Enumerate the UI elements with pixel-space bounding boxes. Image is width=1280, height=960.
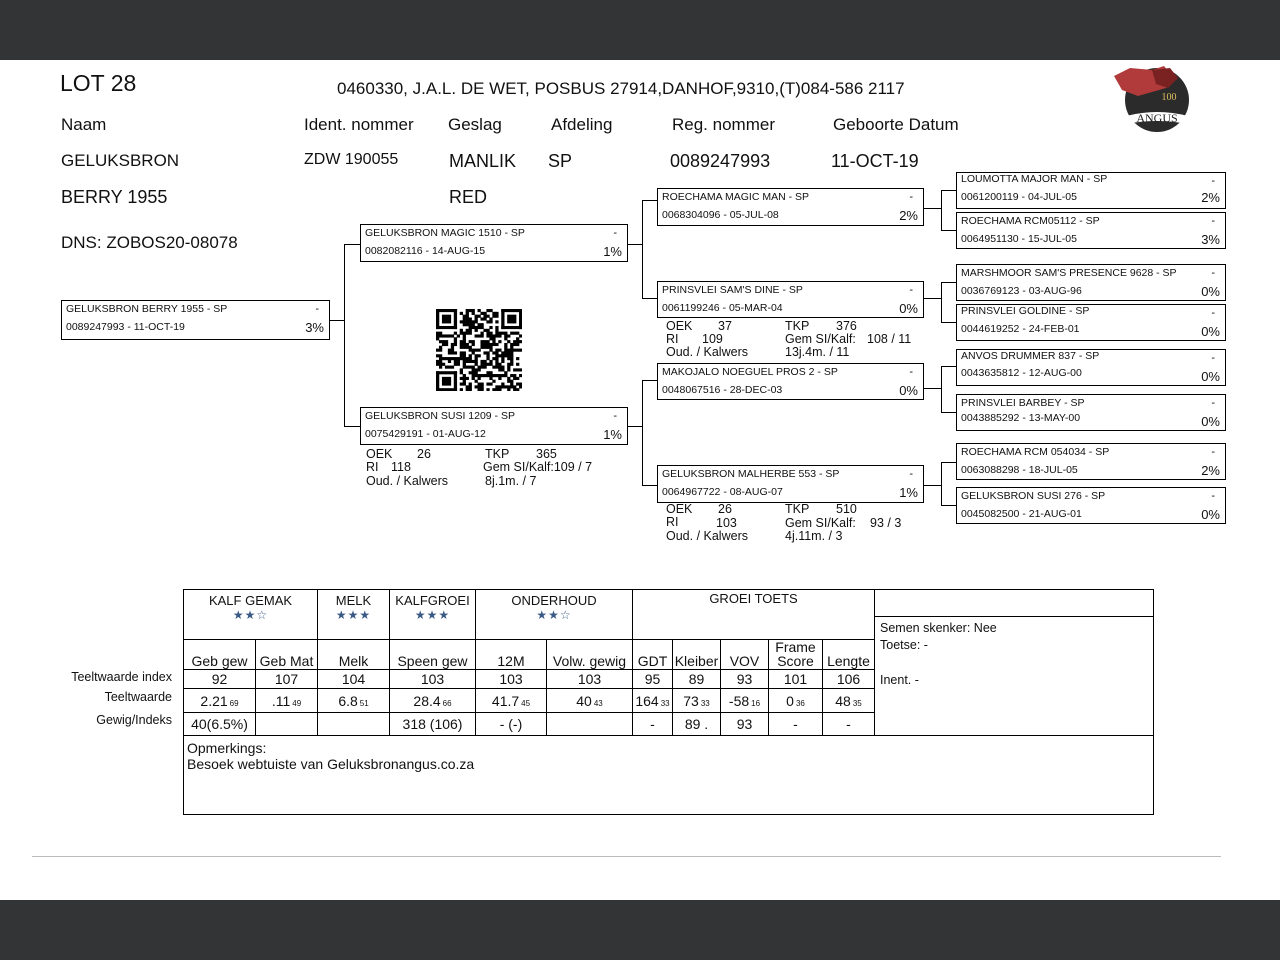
dd-tkp-label: TKP xyxy=(785,502,810,516)
connector xyxy=(941,230,956,231)
pedigree-name: GELUKSBRON MAGIC 1510 - SP xyxy=(365,227,525,239)
pedigree-dash: - xyxy=(909,366,913,378)
gewig-value: - (-) xyxy=(476,713,547,736)
header-reg: Reg. nommer xyxy=(672,115,775,134)
row-label-teeltwaarde: Teeltwaarde xyxy=(104,690,172,704)
pedigree-reg: 0063088298 - 18-JUL-05 xyxy=(961,464,1078,476)
connector xyxy=(941,462,942,506)
side-info xyxy=(875,617,1154,736)
ebv-value: 2.21 xyxy=(200,692,228,709)
remarks xyxy=(184,736,1154,815)
ebv-accuracy: 36 xyxy=(795,698,805,708)
pedigree-pct: 0% xyxy=(1201,414,1220,429)
column-header: VOV xyxy=(721,640,769,670)
pedigree-reg: 0064951130 - 15-JUL-05 xyxy=(961,233,1077,245)
gewig-value: 89 . xyxy=(673,713,721,736)
pedigree-pct: 1% xyxy=(899,485,918,500)
ebv-cell xyxy=(769,689,823,713)
connector xyxy=(642,380,657,381)
animal-ident: ZDW 190055 xyxy=(304,151,399,168)
connector xyxy=(330,320,345,321)
pedigree-gg-3 xyxy=(956,264,1226,301)
pedigree-sire xyxy=(360,224,628,262)
pedigree-pct: 3% xyxy=(305,320,324,335)
animal-name-1: GELUKSBRON xyxy=(61,151,180,170)
animal-sex: MANLIK xyxy=(449,151,517,171)
column-header: Frame Score xyxy=(769,640,823,670)
pedigree-dash: - xyxy=(909,191,913,203)
group-label: KALFGROEI xyxy=(395,593,470,608)
dd-oek-label: OEK xyxy=(666,502,693,516)
ebv-accuracy: 33 xyxy=(700,698,710,708)
connector xyxy=(628,426,643,427)
pedigree-dam xyxy=(360,407,628,445)
pedigree-dash: - xyxy=(1211,397,1215,409)
pedigree-gg-1 xyxy=(956,172,1226,209)
ebv-value: 73 xyxy=(683,692,699,709)
ebv-cell xyxy=(673,689,721,713)
connector xyxy=(941,462,956,463)
dd-oud-label: Oud. / Kalwers xyxy=(666,529,748,543)
dam-oud-value: 8j.1m. / 7 xyxy=(485,474,537,488)
pedigree-dash: - xyxy=(1211,307,1215,319)
ebv-accuracy: 51 xyxy=(359,698,369,708)
group-label: MELK xyxy=(335,593,372,608)
gewig-value: - xyxy=(769,713,823,736)
pedigree-gg-2 xyxy=(956,212,1226,249)
pedigree-pct: 1% xyxy=(603,244,622,259)
ebv-value: .11 xyxy=(271,692,291,709)
sd-oek-value: 37 xyxy=(718,319,732,333)
connector xyxy=(344,244,345,427)
pedigree-dam-dam xyxy=(657,465,924,503)
connector xyxy=(924,388,942,389)
pedigree-reg: 0043885292 - 13-MAY-00 xyxy=(961,412,1081,424)
dns-code: DNS: ZOBOS20-08078 xyxy=(61,233,238,252)
column-header: Melk xyxy=(318,640,390,670)
star-rating: ★★★ xyxy=(335,608,372,622)
animal-name-2: BERRY 1955 xyxy=(61,187,168,207)
group-groei-toets: GROEI TOETS xyxy=(633,590,875,640)
svg-text:ANGUS: ANGUS xyxy=(1136,111,1178,125)
pedigree-dash: - xyxy=(1211,175,1215,187)
tests: Toetse: - xyxy=(880,638,928,652)
divider xyxy=(32,856,1221,857)
pedigree-dash: - xyxy=(315,303,319,315)
dam-tkp-value: 365 xyxy=(536,447,557,461)
ebv-value: 6.8 xyxy=(338,692,358,709)
pedigree-dash: - xyxy=(613,227,617,239)
animal-colour: RED xyxy=(449,187,488,207)
pedigree-sire-sire xyxy=(657,188,924,226)
sd-gem-label: Gem SI/Kalf: xyxy=(785,332,856,346)
connector xyxy=(941,412,956,413)
connector xyxy=(941,282,956,283)
column-header: Speen gew xyxy=(390,640,476,670)
index-value: 104 xyxy=(318,670,390,689)
connector xyxy=(344,244,360,245)
pedigree-reg: 0064967722 - 08-AUG-07 xyxy=(662,486,783,498)
column-header: Geb Mat xyxy=(256,640,318,670)
dd-gem-label: Gem SI/Kalf: xyxy=(785,516,856,530)
gewig-value xyxy=(318,713,390,736)
pedigree-dash: - xyxy=(1211,352,1215,364)
pedigree-reg: 0048067516 - 28-DEC-03 xyxy=(662,384,783,396)
pedigree-pct: 2% xyxy=(1201,463,1220,478)
index-value: 95 xyxy=(633,670,673,689)
connector xyxy=(941,322,956,323)
column-header: Geb gew xyxy=(184,640,256,670)
gewig-value: - xyxy=(823,713,875,736)
pedigree-gg-6 xyxy=(956,394,1226,431)
ebv-accuracy: 33 xyxy=(660,698,670,708)
connector xyxy=(941,366,956,367)
dd-ri-label: RI xyxy=(666,515,679,529)
pedigree-dash: - xyxy=(1211,490,1215,502)
pedigree-pct: 1% xyxy=(603,427,622,442)
lot-number: LOT 28 xyxy=(60,70,137,96)
pedigree-name: GELUKSBRON MALHERBE 553 - SP xyxy=(662,468,840,480)
dam-oud-label: Oud. / Kalwers xyxy=(366,474,448,488)
ebv-value: 41.7 xyxy=(491,692,520,709)
pedigree-dash: - xyxy=(1211,267,1215,279)
ebv-accuracy: 43 xyxy=(593,698,603,708)
semen-donor: Semen skenker: Nee xyxy=(880,621,997,635)
pedigree-reg: 0043635812 - 12-AUG-00 xyxy=(961,367,1082,379)
dam-oek-label: OEK xyxy=(366,447,393,461)
pedigree-reg: 0061200119 - 04-JUL-05 xyxy=(961,191,1077,203)
sd-tkp-value: 376 xyxy=(836,319,857,333)
sd-oud-value: 13j.4m. / 11 xyxy=(785,345,850,359)
column-header: 12M xyxy=(476,640,547,670)
dam-oek-value: 26 xyxy=(417,447,431,461)
ebv-accuracy: 45 xyxy=(521,698,531,708)
pedigree-pct: 0% xyxy=(1201,369,1220,384)
index-value: 103 xyxy=(476,670,547,689)
ebv-value: 0 xyxy=(786,692,794,709)
pedigree-reg: 0061199246 - 05-MAR-04 xyxy=(662,302,783,314)
pedigree-name: PRINSVLEI GOLDINE - SP xyxy=(961,305,1090,317)
ebv-value: -58 xyxy=(728,692,750,709)
owner-line: 0460330, J.A.L. DE WET, POSBUS 27914,DANHOF,9310,(T)084-586 2117 xyxy=(337,79,905,98)
pedigree-name: GELUKSBRON BERRY 1955 - SP xyxy=(66,303,228,315)
index-value: 106 xyxy=(823,670,875,689)
connector xyxy=(628,244,643,245)
ebv-accuracy: 35 xyxy=(852,698,862,708)
qr-code xyxy=(436,309,522,391)
sd-oek-label: OEK xyxy=(666,319,693,333)
row-label-gewig: Gewig/Indeks xyxy=(96,713,172,727)
angus-logo xyxy=(1112,62,1194,132)
pedigree-sire-dam xyxy=(657,281,924,318)
header-geslag: Geslag xyxy=(448,115,502,134)
sd-gem-value: 108 / 11 xyxy=(867,332,912,346)
ebv-value: 164 xyxy=(635,692,659,709)
header-naam: Naam xyxy=(61,115,107,134)
header-ident: Ident. nommer xyxy=(304,115,414,134)
gewig-value: 93 xyxy=(721,713,769,736)
gewig-value: 40(6.5%) xyxy=(184,713,256,736)
ebv-cell xyxy=(256,689,318,713)
ebv-accuracy: 49 xyxy=(292,698,302,708)
connector xyxy=(642,380,643,486)
dd-oek-value: 26 xyxy=(718,502,732,516)
connector xyxy=(941,282,942,323)
connector xyxy=(642,200,657,201)
connector xyxy=(344,426,360,427)
pedigree-pct: 0% xyxy=(899,383,918,398)
dam-gem: Gem SI/Kalf:109 / 7 xyxy=(483,460,593,474)
index-value: 103 xyxy=(390,670,476,689)
pedigree-name: ROECHAMA RCM 054034 - SP xyxy=(961,446,1110,458)
gewig-value xyxy=(256,713,318,736)
connector xyxy=(941,190,942,231)
sd-ri-label: RI xyxy=(666,332,679,346)
star-rating: ★★☆ xyxy=(536,608,572,622)
pedigree-name: GELUKSBRON SUSI 1209 - SP xyxy=(365,410,515,422)
pedigree-pct: 2% xyxy=(1201,190,1220,205)
pedigree-name: PRINSVLEI BARBEY - SP xyxy=(961,397,1085,409)
pedigree-gg-4 xyxy=(956,304,1226,341)
group-kalfgroei xyxy=(390,590,476,640)
top-bar xyxy=(0,0,1280,60)
animal-afdeling: SP xyxy=(548,151,573,171)
column-header: Volw. gewig xyxy=(547,640,633,670)
connector xyxy=(642,485,657,486)
bottom-bar xyxy=(0,900,1280,960)
connector xyxy=(642,298,657,299)
pedigree-dash: - xyxy=(1211,215,1215,227)
animal-dob: 11-OCT-19 xyxy=(831,151,919,171)
connector xyxy=(924,208,942,209)
inoculation: Inent. - xyxy=(880,673,919,687)
dam-ri-label: RI xyxy=(366,460,379,474)
pedigree-gg-7 xyxy=(956,443,1226,480)
svg-text:100: 100 xyxy=(1161,92,1177,103)
pedigree-reg: 0068304096 - 05-JUL-08 xyxy=(662,209,779,221)
dd-ri-value: 103 xyxy=(716,516,737,530)
star-rating: ★★☆ xyxy=(232,608,269,622)
column-header: Kleiber xyxy=(673,640,721,670)
ebv-value: 40 xyxy=(576,692,592,709)
pedigree-reg: 0044619252 - 24-FEB-01 xyxy=(961,323,1080,335)
ebv-cell xyxy=(721,689,769,713)
index-value: 93 xyxy=(721,670,769,689)
ebv-cell xyxy=(318,689,390,713)
dam-ri-value: 118 xyxy=(391,460,411,474)
ebv-cell xyxy=(390,689,476,713)
ebv-accuracy: 69 xyxy=(229,698,239,708)
pedigree-reg: 0075429191 - 01-AUG-12 xyxy=(365,428,486,440)
index-value: 89 xyxy=(673,670,721,689)
group-kalf-gemak xyxy=(184,590,318,640)
group-onderhoud xyxy=(476,590,633,640)
connector xyxy=(924,298,942,299)
index-value: 103 xyxy=(547,670,633,689)
gewig-value: 318 (106) xyxy=(390,713,476,736)
ebv-value: 48 xyxy=(835,692,851,709)
ebv-cell xyxy=(633,689,673,713)
index-value: 92 xyxy=(184,670,256,689)
group-label: KALF GEMAK xyxy=(208,593,293,608)
ebv-cell xyxy=(823,689,875,713)
header-afdeling: Afdeling xyxy=(551,115,613,134)
pedigree-name: GELUKSBRON SUSI 276 - SP xyxy=(961,490,1106,502)
pedigree-dash: - xyxy=(909,468,913,480)
ebv-table xyxy=(183,589,1154,815)
sd-oud-label: Oud. / Kalwers xyxy=(666,345,748,359)
pedigree-pct: 2% xyxy=(899,208,918,223)
pedigree-name: ROECHAMA RCM05112 - SP xyxy=(961,215,1100,227)
sd-tkp-label: TKP xyxy=(785,319,810,333)
ebv-accuracy: 66 xyxy=(442,698,452,708)
connector xyxy=(924,485,942,486)
remarks-text: Besoek webtuiste van Geluksbronangus.co.za xyxy=(187,756,475,772)
ebv-value: 28.4 xyxy=(413,692,441,709)
index-value: 101 xyxy=(769,670,823,689)
dd-tkp-value: 510 xyxy=(836,502,857,516)
column-header: GDT xyxy=(633,640,673,670)
pedigree-name: MAKOJALO NOEGUEL PROS 2 - SP xyxy=(662,366,838,378)
dd-oud-value: 4j.11m. / 3 xyxy=(785,529,843,543)
connector xyxy=(941,505,956,506)
connector xyxy=(642,200,643,299)
pedigree-pct: 0% xyxy=(1201,284,1220,299)
gewig-value xyxy=(547,713,633,736)
star-rating: ★★★ xyxy=(414,608,451,622)
group-melk xyxy=(318,590,390,640)
pedigree-dash: - xyxy=(909,284,913,296)
sd-ri-value: 109 xyxy=(702,332,723,346)
group-label: ONDERHOUD xyxy=(511,593,597,608)
pedigree-dam-sire xyxy=(657,363,924,400)
pedigree-pct: 3% xyxy=(1201,232,1220,247)
index-value: 107 xyxy=(256,670,318,689)
side-header xyxy=(875,590,1154,617)
ebv-cell xyxy=(476,689,547,713)
animal-reg: 0089247993 xyxy=(670,151,771,171)
pedigree-pct: 0% xyxy=(899,301,918,316)
gewig-value: - xyxy=(633,713,673,736)
pedigree-name: ANVOS DRUMMER 837 - SP xyxy=(961,350,1100,362)
dd-gem-value: 93 / 3 xyxy=(870,516,902,530)
pedigree-pct: 0% xyxy=(1201,507,1220,522)
pedigree-gg-8 xyxy=(956,487,1226,524)
pedigree-name: LOUMOTTA MAJOR MAN - SP xyxy=(961,173,1108,185)
pedigree-gg-5 xyxy=(956,349,1226,386)
pedigree-dash: - xyxy=(613,410,617,422)
pedigree-name: ROECHAMA MAGIC MAN - SP xyxy=(662,191,810,203)
pedigree-reg: 0036769123 - 03-AUG-96 xyxy=(961,285,1082,297)
row-label-index: Teeltwaarde index xyxy=(71,670,172,684)
connector xyxy=(941,366,942,413)
pedigree-dash: - xyxy=(1211,446,1215,458)
pedigree-pct: 0% xyxy=(1201,324,1220,339)
ebv-accuracy: 16 xyxy=(751,698,761,708)
connector xyxy=(941,190,956,191)
pedigree-reg: 0045082500 - 21-AUG-01 xyxy=(961,508,1082,520)
pedigree-subject xyxy=(61,300,330,340)
remarks-label: Opmerkings: xyxy=(187,740,267,756)
ebv-cell xyxy=(184,689,256,713)
header-geboorte: Geboorte Datum xyxy=(833,115,959,134)
column-header: Lengte xyxy=(823,640,875,670)
pedigree-name: MARSHMOOR SAM'S PRESENCE 9628 - SP xyxy=(961,267,1177,279)
pedigree-reg: 0089247993 - 11-OCT-19 xyxy=(66,321,185,333)
dam-tkp-label: TKP xyxy=(485,447,510,461)
pedigree-reg: 0082082116 - 14-AUG-15 xyxy=(365,245,486,257)
pedigree-name: PRINSVLEI SAM'S DINE - SP xyxy=(662,284,803,296)
ebv-cell xyxy=(547,689,633,713)
